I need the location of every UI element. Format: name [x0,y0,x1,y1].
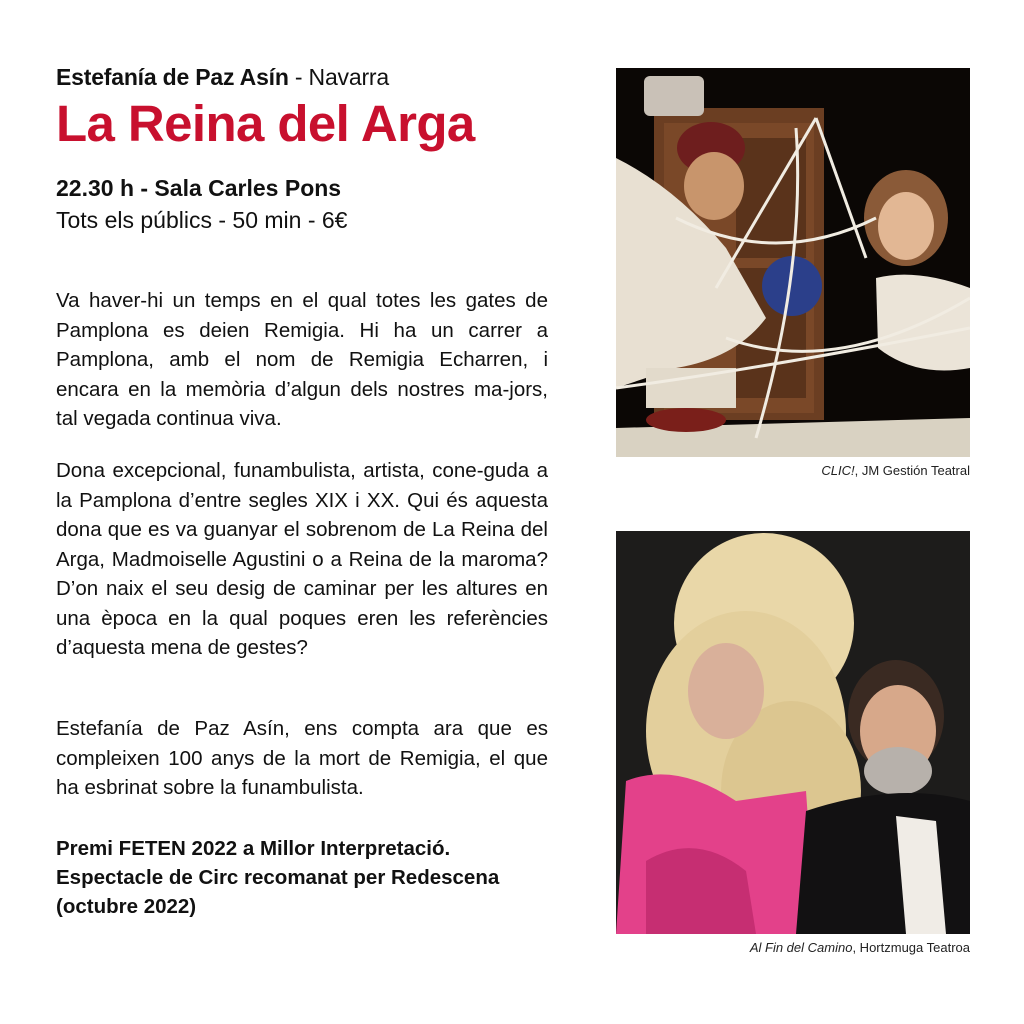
separator: - [288,64,309,90]
photo1-credit [821,463,970,478]
region: Navarra [308,64,389,90]
award-line: Premi FETEN 2022 a Millor Interpretació. [56,837,451,860]
event-info [56,62,556,918]
time-venue: 22.30 h - Sala Carles Pons [56,175,342,201]
photo2-credit-title: Al Fin del Camino [749,940,853,955]
description-paragraph-3: Estefanía de Paz Asín, ens compta ara que es compleixen 100 anys de la mort de Remigia, el que ha esbrinat sobre la funambulista. [56,717,548,799]
photo2-credit-rest: , Hortzmuga Teatroa [852,940,970,955]
description-paragraph-2: Dona excepcional, funambulista, artista, cone-guda a la Pamplona d’entre segles XIX i XX. Qui és aquesta dona que es va guanyar el sobrenom de La Reina del Arga, Madmoiselle Agustini o a Reina de la maroma? D’on naix el seu desig de caminar per les altures en una època en la qual poques eren les referències d’aquesta mena de gestes? [56,459,548,659]
award-line: Espectacle de Circ recomanat per Redescena [56,866,500,889]
photo1-credit-rest: , JM Gestión Teatral [854,463,970,478]
photo1-credit-title: CLIC! [821,463,855,478]
stage-photo-rope [616,68,970,457]
show-title: La Reina del Arga [56,95,475,152]
photo2-credit [750,940,970,955]
audience-info: Tots els públics - 50 min - 6€ [56,207,348,233]
company-name: Estefanía de Paz Asín [56,64,289,90]
award-line: (octubre 2022) [56,895,197,918]
description-paragraph-1: Va haver-hi un temps en el qual totes les gates de Pamplona es deien Remigia. Hi ha un carrer a Pamplona, amb el nom de Remigia Echarren, i encara en la memòria d’algun dels nostres ma-jors, tal vegada continua viva. [56,289,548,430]
portrait-photo [616,531,970,934]
award-block [56,834,556,921]
company-line [56,62,556,92]
stage-photo-rope-image [616,68,970,457]
portrait-photo-image [616,531,970,934]
